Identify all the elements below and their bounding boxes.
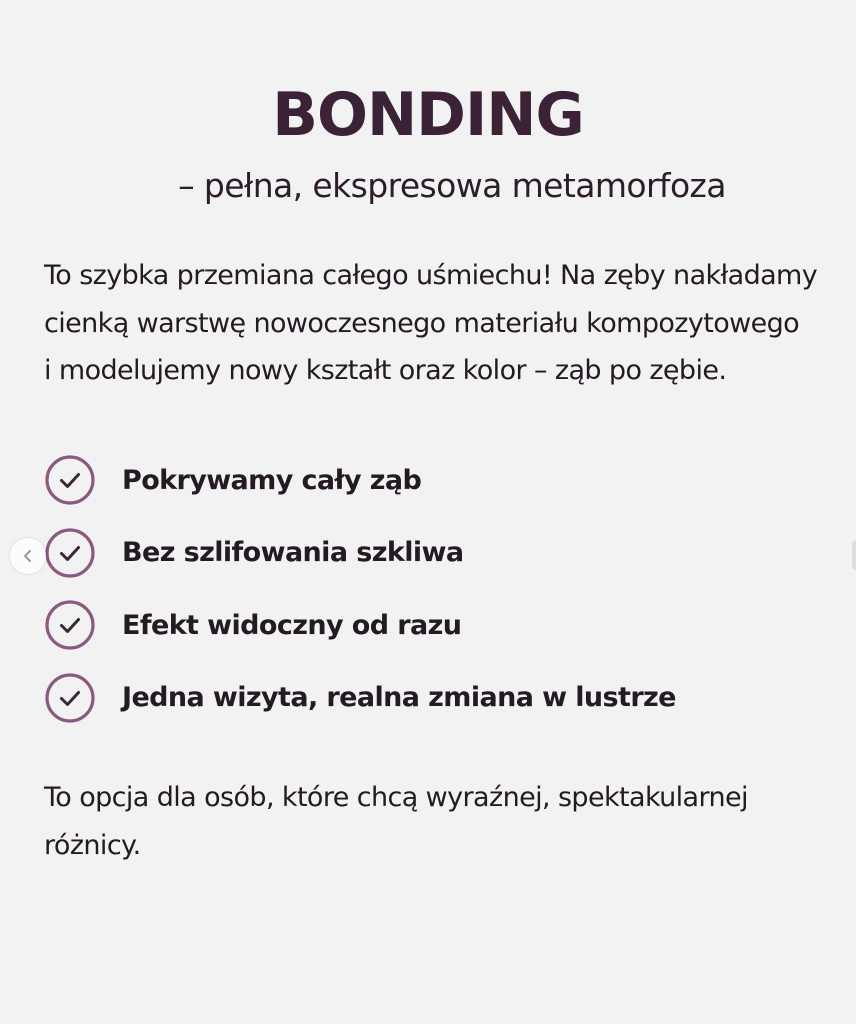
outro-line: To opcja dla osób, które chcą wyraźnej, spektakularnej [44, 782, 748, 813]
carousel-next-hint[interactable] [852, 540, 856, 570]
outro-paragraph [44, 774, 844, 869]
benefits-checklist [44, 444, 824, 734]
intro-line: cienką warstwę nowoczesnego materiału kompozytowego [44, 307, 800, 339]
slide-title: BONDING [272, 80, 584, 150]
checklist-label: Efekt widoczny od razu [122, 609, 462, 641]
checklist-item [44, 444, 824, 517]
checklist-item [44, 589, 824, 662]
checklist-label: Bez szlifowania szkliwa [122, 537, 464, 569]
checklist-item [44, 662, 824, 735]
check-circle-icon [44, 672, 96, 724]
check-circle-icon [44, 599, 96, 651]
check-circle-icon [44, 454, 96, 506]
checklist-label: Jedna wizyta, realna zmiana w lustrze [122, 682, 676, 714]
checklist-item [44, 517, 824, 590]
outro-line: różnicy. [44, 829, 141, 861]
chevron-left-icon [21, 549, 35, 563]
slide-subtitle: – pełna, ekspresowa metamorfoza [178, 166, 726, 205]
checklist-label: Pokrywamy cały ząb [122, 464, 422, 496]
check-circle-icon [44, 527, 96, 579]
intro-line: To szybka przemiana całego uśmiechu! Na zęby nakładamy [44, 260, 818, 291]
intro-paragraph [44, 252, 844, 395]
intro-line: i modelujemy nowy kształt oraz kolor – ząb po zębie. [44, 355, 727, 386]
carousel-prev-button[interactable] [10, 538, 46, 574]
